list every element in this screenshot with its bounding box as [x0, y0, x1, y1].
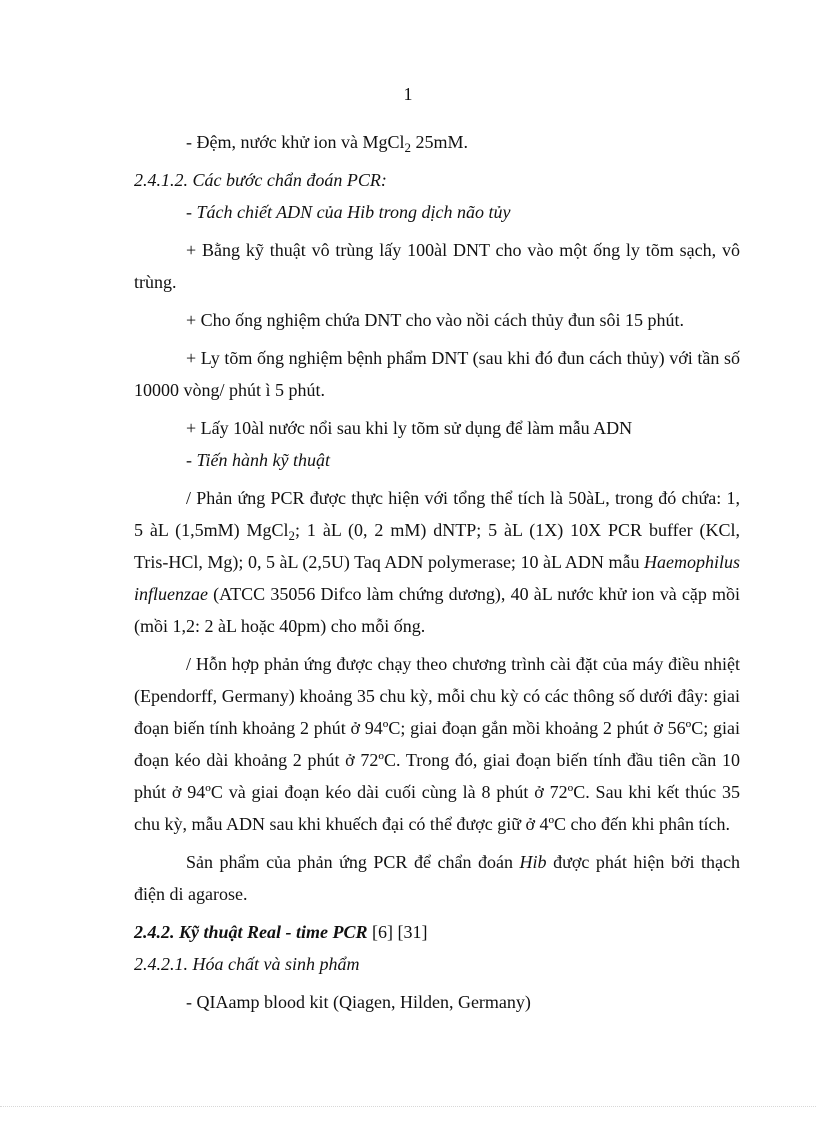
pcr-reaction-paragraph: / Phản ứng PCR được thực hiện với tổng thể tích là 50àL, trong đó chứa: 1, 5 àL (1,5mM) MgCl$_2$; 1 àL (0, 2 mM) dNTP; 5 àL (1X) 10X PCR buffer (KCl, Tris-HCl, Mg); 0, 5 àL (2,5U) Taq ADN polymerase; 10 àL ADN mẫu Haemophilus influenzae (ATCC 35056 Difco làm chứng dương), 40 àL nước khử ion và cặp mồi (mồi 1,2: 2 àL hoặc 40pm) cho mỗi ống.	[134, 488, 740, 636]
subheading-extraction: - Tách chiết ADN của Hib trong dịch não tủy	[186, 202, 511, 222]
kit-item: - QIAamp blood kit (Qiagen, Hilden, Germany)	[186, 992, 531, 1012]
step-paragraph: + Ly tõm ống nghiệm bệnh phẩm DNT (sau khi đó đun cách thủy) với tần số 10000 vòng/ phút ì 5 phút.	[134, 348, 740, 400]
section-heading-2-4-2-1: 2.4.2.1. Hóa chất và sinh phẩm	[134, 954, 360, 974]
section-heading-2-4-2: 2.4.2. Kỹ thuật Real - time PCR [6] [31]	[134, 922, 428, 942]
subheading-procedure: - Tiến hành kỹ thuật	[186, 450, 330, 470]
step-paragraph: + Cho ống nghiệm chứa DNT cho vào nồi cách thủy đun sôi 15 phút.	[186, 310, 685, 330]
species-name: Haemophilus influenzae	[134, 552, 740, 604]
document-body	[134, 126, 740, 1018]
footer-divider	[0, 1106, 816, 1107]
product-paragraph: Sản phẩm của phản ứng PCR để chẩn đoán Hib được phát hiện bởi thạch điện di agarose.	[134, 852, 740, 904]
section-heading-2-4-1-2: 2.4.1.2. Các bước chẩn đoán PCR:	[134, 170, 387, 190]
step-paragraph: + Bằng kỹ thuật vô trùng lấy 100àl DNT cho vào một ống ly tõm sạch, vô trùng.	[134, 240, 740, 292]
step-paragraph: + Lấy 10àl nước nổi sau khi ly tõm sử dụng để làm mẫu ADN	[186, 418, 633, 438]
reagent-item: - Đệm, nước khử ion và MgCl$_2$ 25mM.	[186, 132, 469, 155]
thermal-cycle-paragraph: / Hỗn hợp phản ứng được chạy theo chương trình cài đặt của máy điều nhiệt (Ependorff, Germany) khoảng 35 chu kỳ, mỗi chu kỳ có các thông số dưới đây: giai đoạn biến tính khoảng 2 phút ở 94ºC; giai đoạn gắn mồi khoảng 2 phút ở 56ºC; giai đoạn kéo dài khoảng 2 phút ở 72ºC. Trong đó, giai đoạn biến tính đầu tiên cần 10 phút ở 94ºC và giai đoạn kéo dài cuối cùng là 8 phút ở 72ºC. Sau khi kết thúc 35 chu kỳ, mẫu ADN sau khi khuếch đại có thể được giữ ở 4ºC cho đến khi phân tích.	[134, 654, 740, 834]
page-number: 1	[403, 84, 413, 104]
